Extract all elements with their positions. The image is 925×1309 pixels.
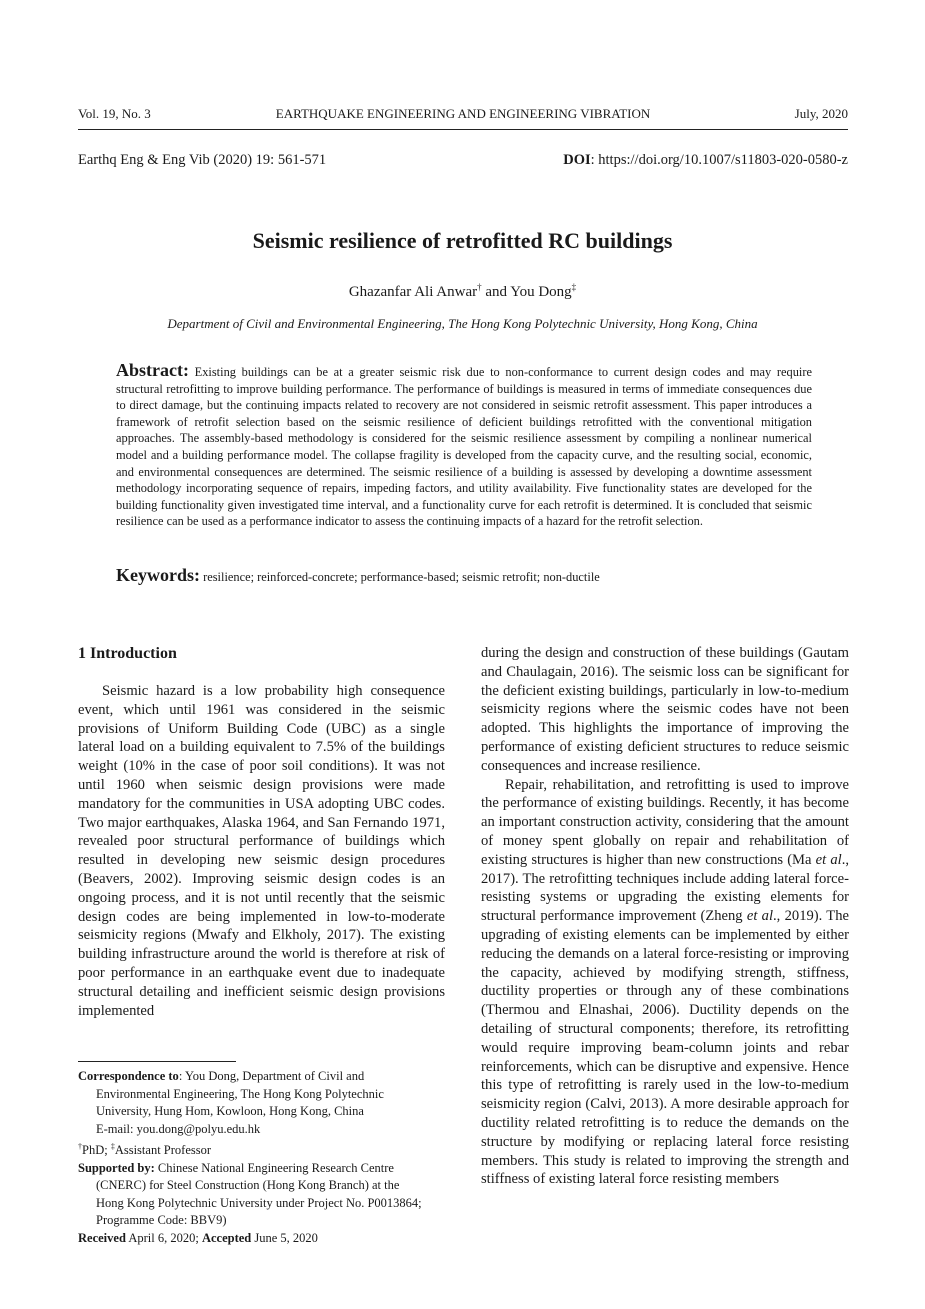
text-run: University, Hung Hom, Kowloon, Hong Kong, China bbox=[96, 1104, 364, 1118]
dates bbox=[78, 1230, 445, 1248]
text-run: ., 2019). The upgrading of existing elements can be implemented by either reducing the demands on a lateral force-resisting or improving the capacity, achieved by modifying strength, stiffness, ductility properties or through any of these combinations (Thermou and Elnashai, 2006). Ductility depends on the detailing of structural components; therefore, its retrofitting would require improving beam-column joints and rebar reinforcements, which can be disruptive and expensive. Hence this type of retrofitting is rarely used in the low-to-medium seismicity region (Calvi, 2013). A more desirable approach for ductility related retrofitting is to reduce the demands on the structure by modifying or replacing lateral force resisting members. This study is related to improving the strength and stiffness of existing lateral force resisting members bbox=[481, 908, 849, 1188]
section-heading: 1 Introduction bbox=[78, 645, 177, 662]
text-run: et al bbox=[746, 908, 774, 925]
header-rule bbox=[78, 129, 848, 130]
text-run: PhD; bbox=[82, 1143, 111, 1158]
column-left bbox=[78, 682, 445, 1020]
doi-label: DOI bbox=[563, 152, 591, 168]
issue-date: July, 2020 bbox=[794, 106, 848, 121]
author-1: Ghazanfar Ali Anwar bbox=[348, 284, 478, 300]
author-2: and You Dong bbox=[481, 284, 572, 300]
doi-link[interactable]: : https://doi.org/10.1007/s11803-020-0580-z bbox=[590, 152, 848, 168]
footnotes bbox=[78, 1068, 445, 1247]
abstract-text: Existing buildings can be at a greater seismic risk due to non-conformance to current design codes and may require structural retrofitting to improve building performance. The performance of buildings is measured in terms of immediate consequences due to direct damage, but the continuing impacts related to recovery are not considered in seismic retrofit assessment. This paper introduces a framework of retrofit selection based on the seismic resilience of deficient buildings retrofitted with the conventional mitigation approaches. The assembly-based methodology is considered for the seismic resilience assessment by compiling a nonlinear numerical model and a building performance model. The collapse fragility is developed from the capacity curve, and the resulting social, economic, and environmental consequences are determined. The seismic resilience of a building is assessed by developing a downtime assessment methodology incorporating sequence of repairs, impeding factors, and utility availability. Five functionality states are developed for the building functionality given investigated time interval, and a functionality curve for each retrofit is determined. It is concluded that seismic resilience can be used as a performance indicator to assess the continuing impacts of a hazard for the retrofit selection. bbox=[116, 365, 812, 529]
paragraph: Seismic hazard is a low probability high consequence event, which until 1961 was considered in the seismic provisions of Uniform Building Code (UBC) as a single lateral load on a building equivalent to 7.5% of the buildings weight (10% in the case of poor soil conditions). It was not until 1960 when seismic design provisions were made mandatory for the communities in USA adopting UBC codes. Two major earthquakes, Alaska 1964, and San Fernando 1971, revealed poor structural performance of buildings which resulted in developing new seismic design procedures (Beavers, 2002). Improving seismic design codes is an ongoing process, and it is not until recently that the seismic design codes are being implemented in low-to-moderate seismicity regions (Mwafy and Elkholy, 2017). The existing building infrastructure around the world is therefore at risk of poor performance in an earthquake event due to inadequate structural detailing and inefficient seismic design provisions implemented bbox=[78, 683, 445, 1019]
text-run: June 5, 2020 bbox=[251, 1230, 318, 1245]
text-run: Assistant Professor bbox=[114, 1143, 212, 1158]
keywords-label: Keywords: bbox=[116, 565, 200, 585]
mark: ‡ bbox=[110, 1142, 115, 1151]
citation-ref: Earthq Eng & Eng Vib (2020) 19: 561-571 bbox=[78, 152, 327, 168]
email[interactable]: E-mail: you.dong@polyu.edu.hk bbox=[96, 1121, 261, 1136]
keywords-text: resilience; reinforced-concrete; performance-based; seismic retrofit; non-ductile bbox=[203, 570, 600, 584]
paragraph bbox=[481, 776, 849, 1190]
text-run: (CNERC) for Steel Construction (Hong Kong Branch) at the bbox=[96, 1178, 400, 1193]
funding-label: Supported by: bbox=[78, 1160, 155, 1175]
correspondence-label: Correspondence to bbox=[78, 1069, 179, 1083]
text-run: Hong Kong Polytechnic University under Project No. P0013864; bbox=[96, 1195, 422, 1210]
text-run: April 6, 2020; bbox=[125, 1230, 202, 1245]
paper-title: Seismic resilience of retrofitted RC buildings bbox=[252, 228, 673, 253]
text-run: Environmental Engineering, The Hong Kong Polytechnic bbox=[96, 1086, 384, 1101]
keywords bbox=[116, 565, 812, 586]
text-run: ., 2017). The retrofitting techniques include adding lateral force-resisting systems or upgrading the existing elements for structural performance improvement (Zheng bbox=[481, 851, 849, 925]
author-1-mark: † bbox=[477, 282, 482, 292]
text-run: et al bbox=[815, 851, 842, 868]
authors bbox=[0, 282, 925, 301]
mark: † bbox=[78, 1142, 82, 1151]
text-run: : You Dong, Department of Civil and bbox=[178, 1069, 365, 1083]
text-run: Chinese National Engineering Research Centre bbox=[154, 1160, 394, 1175]
correspondence bbox=[78, 1068, 445, 1086]
received-label: Received bbox=[78, 1230, 126, 1245]
author-roles bbox=[78, 1138, 445, 1160]
abstract bbox=[116, 362, 812, 530]
column-right bbox=[481, 644, 849, 1189]
abstract-label: Abstract: bbox=[116, 360, 189, 380]
author-2-mark: ‡ bbox=[571, 282, 577, 292]
funding bbox=[78, 1160, 445, 1178]
text-run: Programme Code: BBV9) bbox=[96, 1213, 227, 1228]
text-run: Repair, rehabilitation, and retrofitting is used to improve the performance of existing buildings. Recently, it has become an important construction activity, considering that the amount of money spent globally on repair and rehabilitation of existing structures is higher than new constructions (Ma bbox=[481, 776, 849, 868]
paragraph: during the design and construction of these buildings (Gautam and Chaulagain, 2016). The seismic loss can be significant for the deficient existing buildings, particularly in low-to-medium seismicity regions where the seismic codes have not been adopted. This highlights the importance of improving the performance of existing deficient structures to reduce seismic consequences and increase resilience. bbox=[481, 645, 849, 774]
doi[interactable] bbox=[563, 152, 848, 169]
running-header bbox=[78, 106, 848, 124]
affiliation: Department of Civil and Environmental Engineering, The Hong Kong Polytechnic University, Hong Kong, China bbox=[167, 316, 758, 331]
journal-name: EARTHQUAKE ENGINEERING AND ENGINEERING VIBRATION bbox=[275, 106, 651, 121]
volume-info: Vol. 19, No. 3 bbox=[78, 106, 151, 121]
footnote-rule bbox=[78, 1061, 236, 1062]
accepted-label: Accepted bbox=[201, 1230, 252, 1245]
